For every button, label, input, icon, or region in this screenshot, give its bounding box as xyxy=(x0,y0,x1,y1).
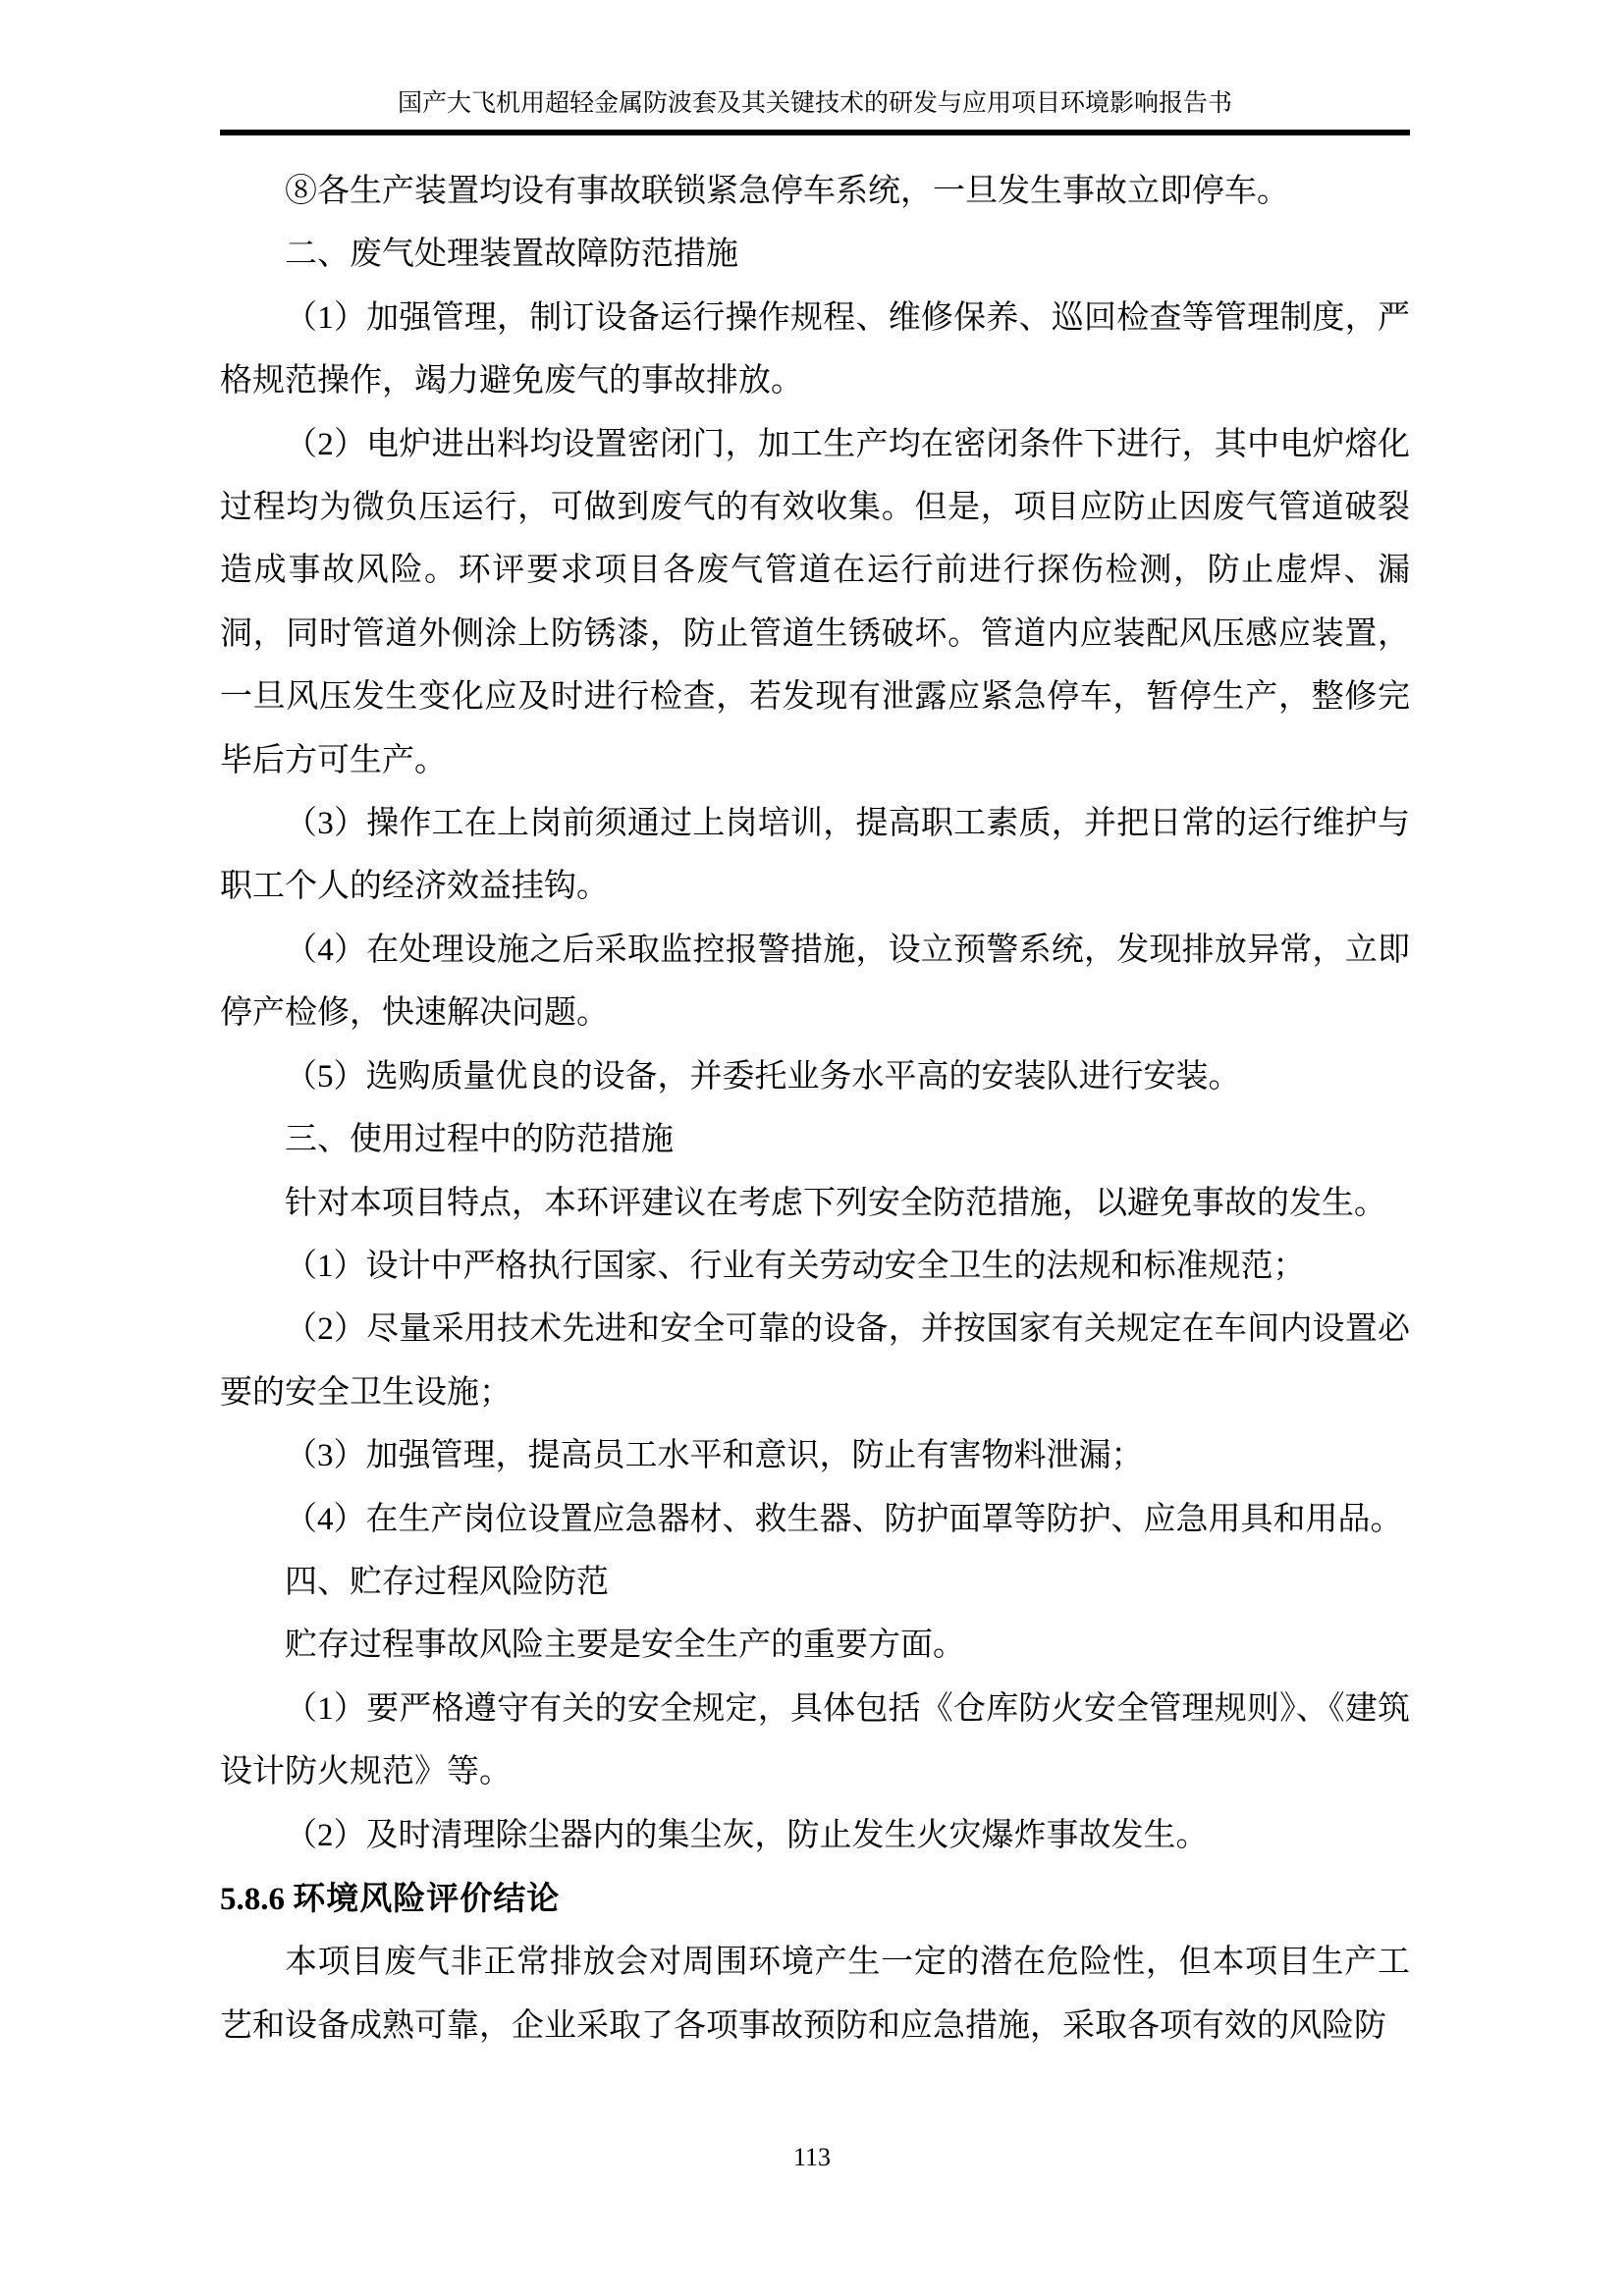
paragraph-emergency-stop: ⑧各生产装置均设有事故联锁紧急停车系统，一旦发生事故立即停车。 xyxy=(285,174,1289,209)
section-heading-number: 5.8.6 xyxy=(220,1881,285,1917)
paragraph-item3-1: （1）设计中严格执行国家、行业有关劳动安全卫生的法规和标准规范； xyxy=(285,1248,1306,1284)
paragraph-item2-2: （2）电炉进出料均设置密闭门，加工生产均在密闭条件下进行，其中电炉熔化过程均为微负压运行，可做到废气的有效收集。但是，项目应防止因废气管道破裂造成事故风险。环评要求项目各废气管道在运行前进行探伤检测，防止虚焊、漏洞，同时管道外侧涂上防锈漆，防止管道生锈破坏。管道内应装配风压感应装置，一旦风压发生变化应及时进行检查，若发现有泄露应紧急停车，暂停生产，整修完毕后方可生产。 xyxy=(220,426,1410,778)
paragraph-section3-intro: 针对本项目特点，本环评建议在考虑下列安全防范措施，以避免事故的发生。 xyxy=(285,1185,1386,1221)
page-number: 113 xyxy=(792,2143,832,2171)
paragraph-item3-4: （4）在生产岗位设置应急器材、救生器、防护面罩等防护、应急用具和用品。 xyxy=(285,1501,1403,1537)
paragraph-item2-1: （1）加强管理，制订设备运行操作规程、维修保养、巡回检查等管理制度，严格规范操作，竭力避免废气的事故排放。 xyxy=(220,299,1410,400)
header-title: 国产大飞机用超轻金属防波套及其关键技术的研发与应用项目环境影响报告书 xyxy=(397,90,1232,117)
paragraph-item2-3: （3）操作工在上岗前须通过上岗培训，提高职工素质，并把日常的运行维护与职工个人的经济效益挂钩。 xyxy=(220,806,1410,905)
paragraph-section4-heading: 四、贮存过程风险防范 xyxy=(285,1564,609,1600)
paragraph-section3-heading: 三、使用过程中的防范措施 xyxy=(285,1122,674,1158)
page-footer xyxy=(0,2144,1624,2171)
paragraph-item3-3: （3）加强管理，提高员工水平和意识，防止有害物料泄漏； xyxy=(285,1438,1144,1474)
paragraph-item4-1: （1）要严格遵守有关的安全规定，具体包括《仓库防火安全管理规则》、《建筑设计防火规范》等。 xyxy=(220,1690,1410,1790)
paragraph-section2-heading: 二、废气处理装置故障防范措施 xyxy=(285,237,738,273)
paragraph-conclusion: 本项目废气非正常排放会对周围环境产生一定的潜在危险性，但本项目生产工艺和设备成熟可靠，企业采取了各项事故预防和应急措施，采取各项有效的风险防 xyxy=(220,1945,1410,2044)
document-body xyxy=(220,160,1410,2057)
paragraph-item2-5: （5）选购质量优良的设备，并委托业务水平高的安装队进行安装。 xyxy=(285,1058,1241,1095)
paragraph-item4-2: （2）及时清理除尘器内的集尘灰，防止发生火灾爆炸事故发生。 xyxy=(285,1817,1209,1853)
header-divider xyxy=(220,130,1410,135)
page-header xyxy=(220,88,1410,135)
section-heading-5-8-6 xyxy=(220,1867,1410,1931)
paragraph-item2-4: （4）在处理设施之后采取监控报警措施，设立预警系统，发现排放异常，立即停产检修，快速解决问题。 xyxy=(220,932,1410,1032)
section-heading-title: 环境风险评价结论 xyxy=(293,1879,561,1916)
paragraph-item3-2: （2）尽量采用技术先进和安全可靠的设备，并按国家有关规定在车间内设置必要的安全卫生设施； xyxy=(220,1311,1410,1411)
paragraph-section4-intro: 贮存过程事故风险主要是安全生产的重要方面。 xyxy=(285,1628,965,1664)
